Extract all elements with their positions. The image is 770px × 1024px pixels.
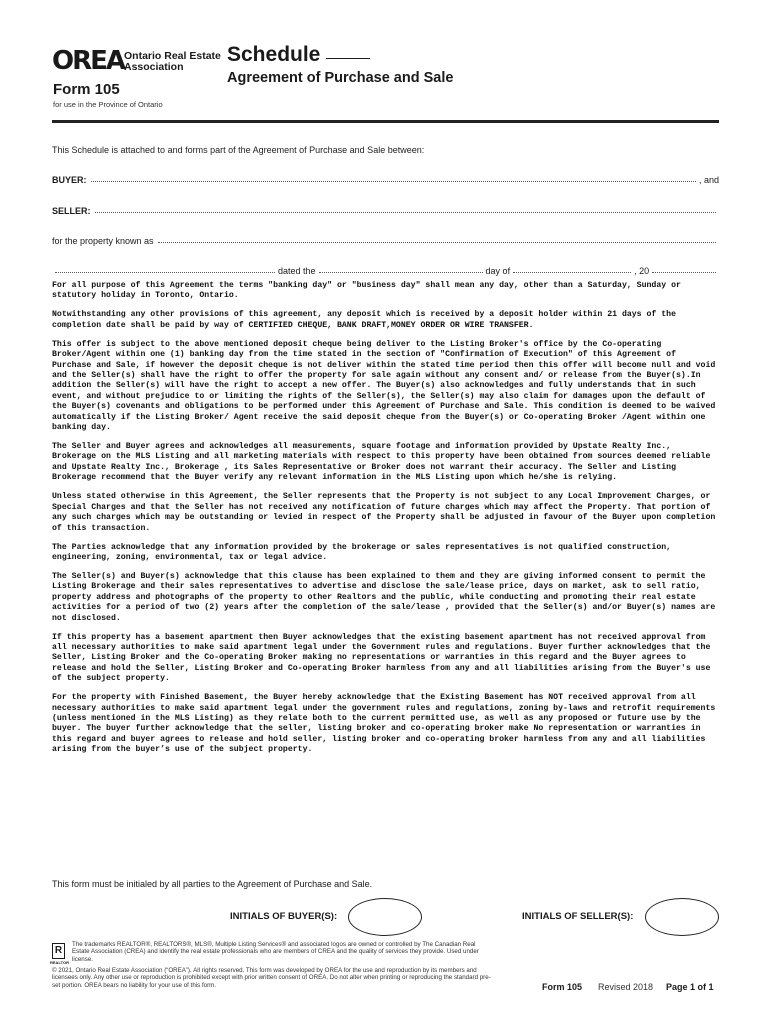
clause-basement-apartment: If this property has a basement apartment then Buyer acknowledges that the existing basement apartment has not received approval from all necessary authorities to make said apartment legal under the Government rules and regulations. Buyer further acknowledges that the Seller, Listing Broker and the Co-operating Broker making no representations or warranties in this regard and the Buyer agrees to release and hold the Seller, Listing Broker and Co-operating Broker harmless from any and all liabilities arising from the Buyer's use of the subject property. — [52, 632, 711, 684]
form-number: Form 105 — [53, 81, 120, 98]
orea-logo-text — [124, 51, 221, 73]
day-input[interactable] — [319, 272, 483, 273]
seller-initials-field[interactable] — [645, 898, 719, 936]
clause-measurements: The Seller and Buyer agrees and acknowledges all measurements, square footage and information provided by Upstate Realty Inc., Brokerage on the MLS Listing and all marketing materials with respect to this property have been obtained from sources deemed reliable and Upstate Realty Inc., Brokerage , its Sales Representative or Broker does not warrant their accuracy. The Seller and Listing Brokerage recommend that the Buyer verify any relevant information in the MLS Listing upon which he/she is relying. — [52, 442, 711, 483]
realtor-logo-caption: REALTOR — [50, 960, 69, 965]
buyer-and-text: , and — [698, 175, 719, 185]
clause-local-improvement: Unless stated otherwise in this Agreement, the Seller represents that the Property is not subject to any Local Improvement Charges, or Special Charges and that the Seller has not received any notification of future charges which may affect the Property. That portion of any such charges which may be outstanding or levied in respect of the Property shall be adjusted in favour of the Buyer upon completion of this transaction. — [52, 492, 716, 533]
seller-label: SELLER: — [52, 206, 91, 216]
form-subtitle: for use in the Province of Ontario — [53, 100, 163, 109]
realtor-logo-icon: R — [52, 943, 65, 959]
initial-note: This form must be initialed by all parties to the Agreement of Purchase and Sale. — [52, 879, 373, 889]
orea-logo-mark: OREA — [52, 46, 125, 76]
seller-field[interactable] — [52, 202, 719, 216]
clause-professional-advice: The Parties acknowledge that any information provided by the brokerage or sales representatives is not qualified construction, engineering, zoning, environmental, tax or legal advice. — [52, 542, 672, 562]
buyer-initials-label: INITIALS OF BUYER(S): — [230, 911, 338, 922]
schedule-title — [227, 43, 370, 67]
header-divider — [52, 120, 719, 123]
month-input[interactable] — [513, 272, 631, 273]
year-input[interactable] — [652, 272, 716, 273]
property-label: for the property known as — [52, 236, 154, 246]
orea-logo — [52, 46, 222, 80]
agreement-title: Agreement of Purchase and Sale — [227, 70, 454, 86]
property-field[interactable] — [52, 232, 719, 246]
clause-advertising-consent: The Seller(s) and Buyer(s) acknowledge that this clause has been explained to them and they are giving informed consent to permit the Listing Brokerage and their sales representatives to advertise and disclose the sale/lease price, days on market, ask to sell ratio, property address and photographs of the property to other Realtors and the public, while conducting and promoting their real estate activities for a period of two (2) years after the completion of the sale/lease , provided that the Seller(s) and/or Buyer(s) names are not disclosed. — [52, 571, 716, 623]
buyer-input-line[interactable] — [91, 181, 696, 182]
date-line — [52, 262, 719, 276]
property-input-line[interactable] — [158, 242, 716, 243]
buyer-initials-field[interactable] — [348, 898, 422, 936]
schedule-clauses — [52, 281, 719, 764]
dated-label: dated the — [278, 266, 316, 276]
orea-logo-line1: Ontario Real Estate — [124, 50, 221, 62]
footer-form-number: Form 105 — [542, 982, 583, 992]
date-prefix-input[interactable] — [55, 272, 275, 273]
seller-input-line[interactable] — [95, 212, 716, 213]
clause-finished-basement: For the property with Finished Basement, the Buyer hereby acknowledge that the Existing Basement has NOT received approval from all necessary authorities to make said apartment legal under the government rules and regulations, zoning by-laws and retrofit requirements (unless mentioned in the MLS Listing) as they relate both to the current permitted use, as well as any proposed or future use by the buyer. The buyer further acknowledge that the seller, listing broker and co-operating broker make No representation or warranties in this regard and buyer agrees to release and hold seller, listing broker and co-operating broker harmless from any and all liabilities arising from the buyer’s use of the subject property. — [52, 693, 716, 755]
orea-logo-line2: Association — [124, 61, 184, 73]
intro-text: This Schedule is attached to and forms part of the Agreement of Purchase and Sale between: — [52, 145, 425, 155]
day-of-label: day of — [485, 266, 511, 276]
schedule-number-blank[interactable] — [326, 57, 370, 59]
clause-deposit-delivery: This offer is subject to the above mentioned deposit cheque being deliver to the Listing Broker's office by the Co-operating Broker/Agent within one (1) banking day from the time stated in the section of "Confirmation of Execution" of this Agreement of Purchase and Sale, if however the deposit cheque is not deliver within the stated time period then this offer will become null and void and the Seller(s) shall have the right to offer the property for sale again without any consent and/ or release from the Buyer(s).In addition the Seller(s) will have the right to accept a new offer. The Buyer(s) also acknowledges and fully understands that in such event, and without prejudice to or limiting the rights of the Seller(s), the Seller(s) may also claim for damages upon the default of the Buyer(s) covenants and obligations to be performed under this Agreement of Purchase and Sale. This condition is deemed to be waived automatically if the Listing Broker/ Agent receive the said deposit cheque from the Buyer(s) or Co-operating Broker /Agent within one banking day. — [52, 339, 716, 433]
seller-initials-label: INITIALS OF SELLER(S): — [522, 911, 634, 922]
copyright-notice: © 2021, Ontario Real Estate Association (“OREA”). All rights reserved. This form was developed by OREA for the use and reproduction by its members and licensees only. Any other use or reproduction is prohibited except with prior written consent of OREA. Do not alter when printing or reproducing the standard pre-set portion. OREA bears no liability for your use of this form. — [52, 967, 491, 989]
footer-revised: Revised 2018 — [598, 982, 654, 992]
clause-banking-day: For all purpose of this Agreement the terms "banking day" or "business day" shall mean any day, other than a Saturday, Sunday or statutory holiday in Toronto, Ontario. — [52, 281, 681, 301]
buyer-field[interactable] — [52, 171, 719, 185]
clause-deposit-payment: Notwithstanding any other provisions of this agreement, any deposit which is received by a deposit holder within 21 days of the completion date shall be paid by way of CERTIFIED CHEQUE, BANK DRAFT,MONEY ORDER OR WIRE TRANSFER. — [52, 310, 676, 330]
trademark-notice: The trademarks REALTOR®, REALTORS®, MLS®, Multiple Listing Services® and associated logos are owned or controlled by The Canadian Real Estate Association (CREA) and identify the real estate professionals who are members of CREA and the quality of services they provide. Used under license. — [72, 941, 479, 963]
footer-page-number: Page 1 of 1 — [666, 982, 714, 992]
schedule-title-text: Schedule — [227, 43, 321, 66]
year-prefix: , 20 — [634, 266, 650, 276]
buyer-label: BUYER: — [52, 175, 87, 185]
